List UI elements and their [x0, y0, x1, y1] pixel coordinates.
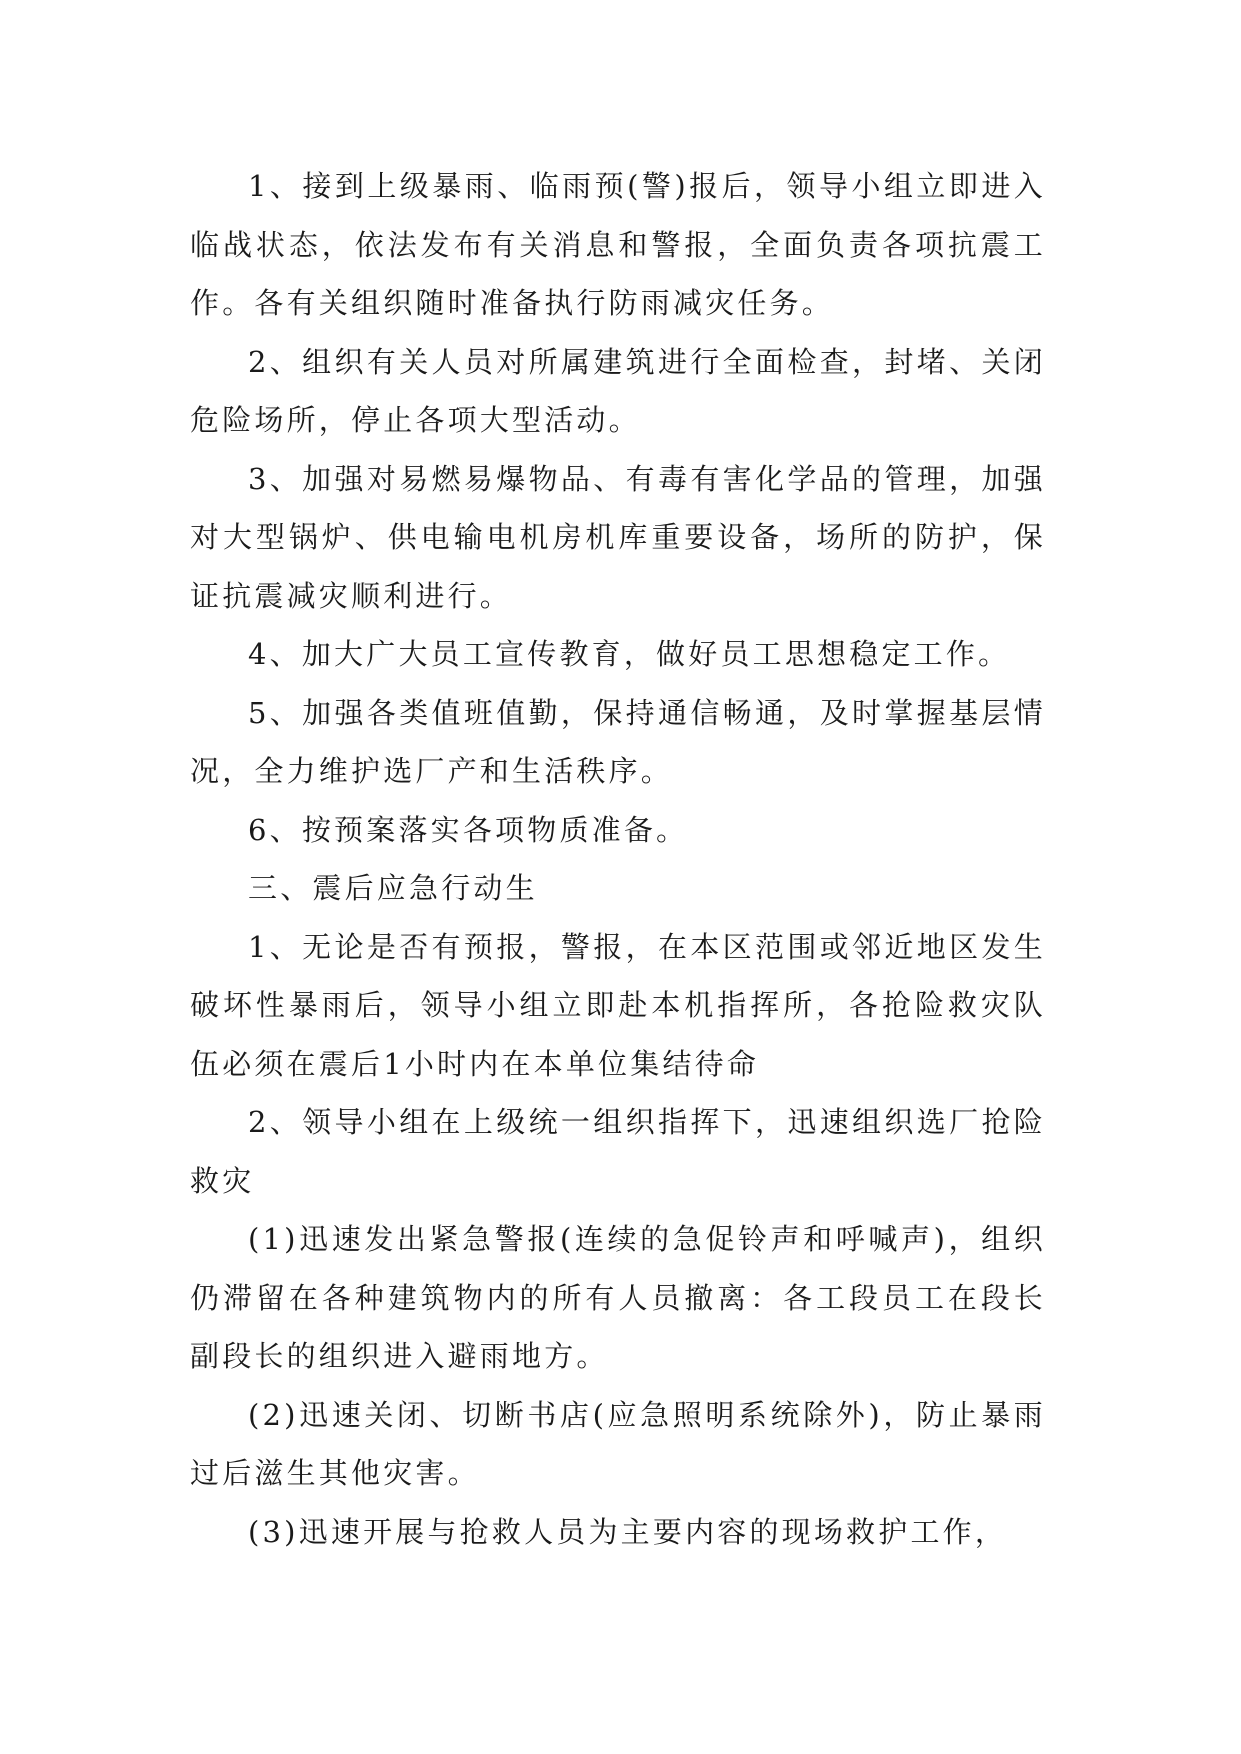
- paragraph-4: 4、加大广大员工宣传教育，做好员工思想稳定工作。: [248, 637, 1011, 671]
- paragraph-7: 1、无论是否有预报，警报，在本区范围或邻近地区发生破坏性暴雨后，领导小组立即赴本机指挥所，各抢险救灾队伍必须在震后1小时内在本单位集结待命: [190, 929, 1046, 1081]
- paragraph-1: 1、接到上级暴雨、临雨预(警)报后，领导小组立即进入临战状态，依法发布有关消息和警报，全面负责各项抗震工作。各有关组织随时准备执行防雨减灾任务。: [190, 169, 1046, 320]
- paragraph-10: (2)迅速关闭、切断书店(应急照明系统除外)，防止暴雨过后滋生其他灾害。: [190, 1397, 1046, 1490]
- document-body: [190, 157, 1046, 1561]
- paragraph-9: (1)迅速发出紧急警报(连续的急促铃声和呼喊声)，组织仍滞留在各种建筑物内的所有人员撤离：各工段员工在段长副段长的组织进入避雨地方。: [190, 1222, 1046, 1373]
- paragraph-2: 2、组织有关人员对所属建筑进行全面检查，封堵、关闭危险场所，停止各项大型活动。: [190, 344, 1046, 437]
- paragraph-8: 2、领导小组在上级统一组织指挥下，迅速组织选厂抢险救灾: [190, 1105, 1046, 1198]
- section-heading-3: 三、震后应急行动生: [248, 871, 538, 905]
- paragraph-3: 3、加强对易燃易爆物品、有毒有害化学品的管理，加强对大型锅炉、供电输电机房机库重要设备，场所的防护，保证抗震减灾顺利进行。: [190, 461, 1046, 613]
- paragraph-6: 6、按预案落实各项物质准备。: [248, 812, 689, 847]
- paragraph-11: (3)迅速开展与抢救人员为主要内容的现场救护工作，: [248, 1514, 1008, 1549]
- paragraph-5: 5、加强各类值班值勤，保持通信畅通，及时掌握基层情况，全力维护选厂产和生活秩序。: [190, 695, 1046, 788]
